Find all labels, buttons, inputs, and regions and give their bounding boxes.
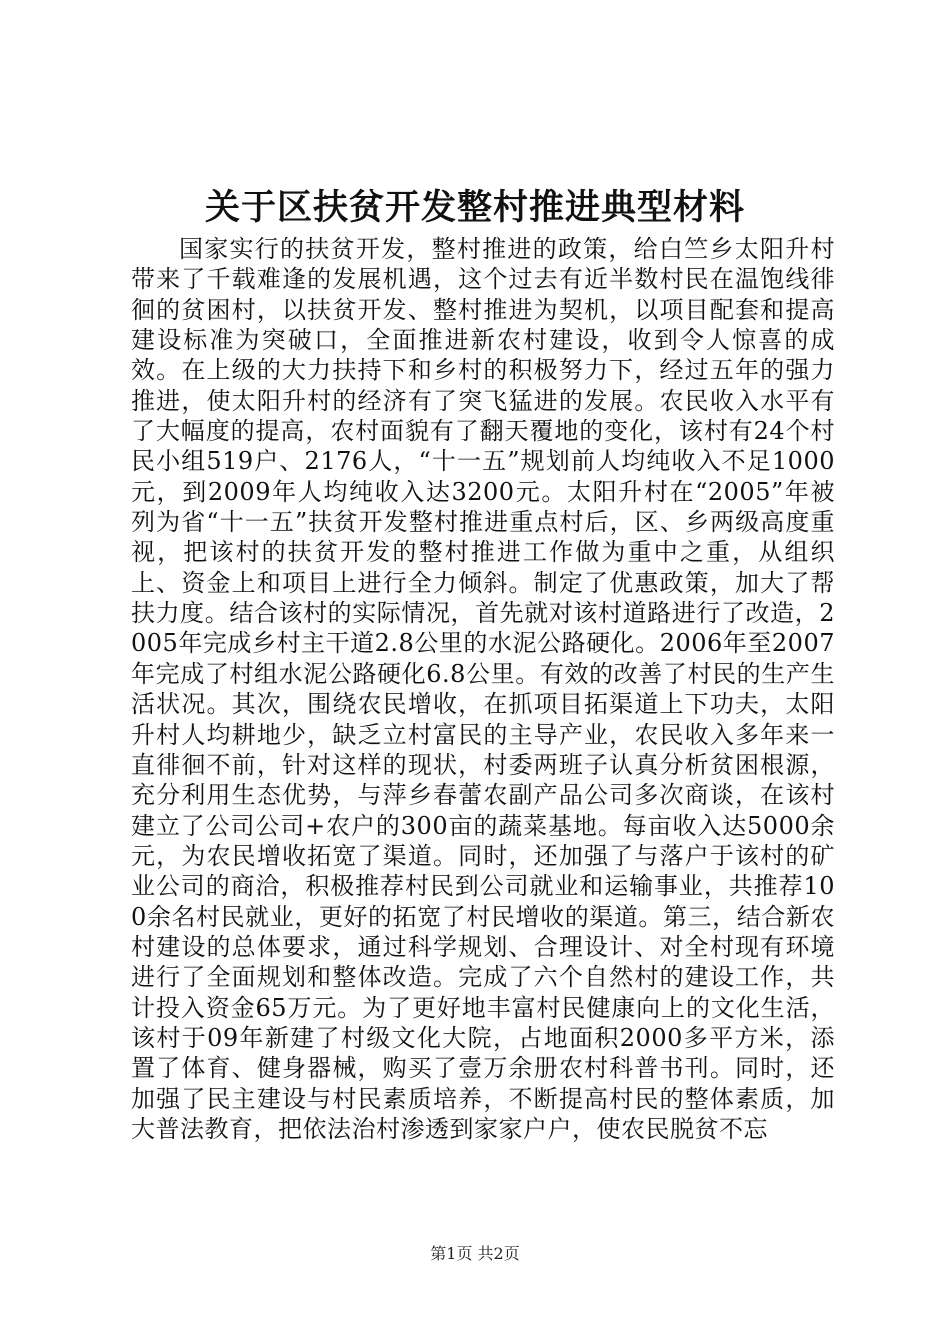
body-paragraph: 国家实行的扶贫开发，整村推进的政策，给白竺乡太阳升村带来了千载难逢的发展机遇，这个过去有近半数村民在温饱线徘徊的贫困村，以扶贫开发、整村推进为契机，以项目配套和提高建设标准为突破口，全面推进新农村建设，收到令人惊喜的成效。在上级的大力扶持下和乡村的积极努力下，经过五年的强力推进，使太阳升村的经济有了突飞猛进的发展。农民收入水平有了大幅度的提高，农村面貌有了翻天覆地的变化，该村有24个村民小组519户、2176人，“十一五”规划前人均纯收入不足1000元，到2009年人均纯收入达3200元。太阳升村在“2005”年被列为省“十一五”扶贫开发整村推进重点村后，区、乡两级高度重视，把该村的扶贫开发的整村推进工作做为重中之重，从组织上、资金上和项目上进行全力倾斜。制定了优惠政策，加大了帮扶力度。结合该村的实际情况，首先就对该村道路进行了改造，2005年完成乡村主干道2.8公里的水泥公路硬化。2006年至2007年完成了村组水泥公路硬化6.8公里。有效的改善了村民的生产生活状况。其次，围绕农民增收，在抓项目拓渠道上下功夫，太阳升村人均耕地少，缺乏立村富民的主导产业，农民收入多年来一直徘徊不前，针对这样的现状，村委两班子认真分析贫困根源，充分利用生态优势，与萍乡春蕾农副产品公司多次商谈，在该村建立了公司公司+农户的300亩的蔬菜基地。每亩收入达5000余元，为农民增收拓宽了渠道。同时，还加强了与落户于该村的矿业公司的商洽，积极推荐村民到公司就业和运输事业，共推荐100余名村民就业，更好的拓宽了村民增收的渠道。第三，结合新农村建设的总体要求，通过科学规划、合理设计、对全村现有环境进行了全面规划和整体改造。完成了六个自然村的建设工作，共计投入资金65万元。为了更好地丰富村民健康向上的文化生活，该村于09年新建了村级文化大院，占地面积2000多平方米，添置了体育、健身器械，购买了壹万余册农村科普书刊。同时，还加强了民主建设与村民素质培养，不断提高村民的整体素质，加大普法教育，把依法治村渗透到家家户户，使农民脱贫不忘 xyxy=(131,235,835,1143)
document-title: 关于区扶贫开发整村推进典型材料 xyxy=(204,187,745,228)
page-number: 第1页 共2页 xyxy=(430,1244,520,1263)
